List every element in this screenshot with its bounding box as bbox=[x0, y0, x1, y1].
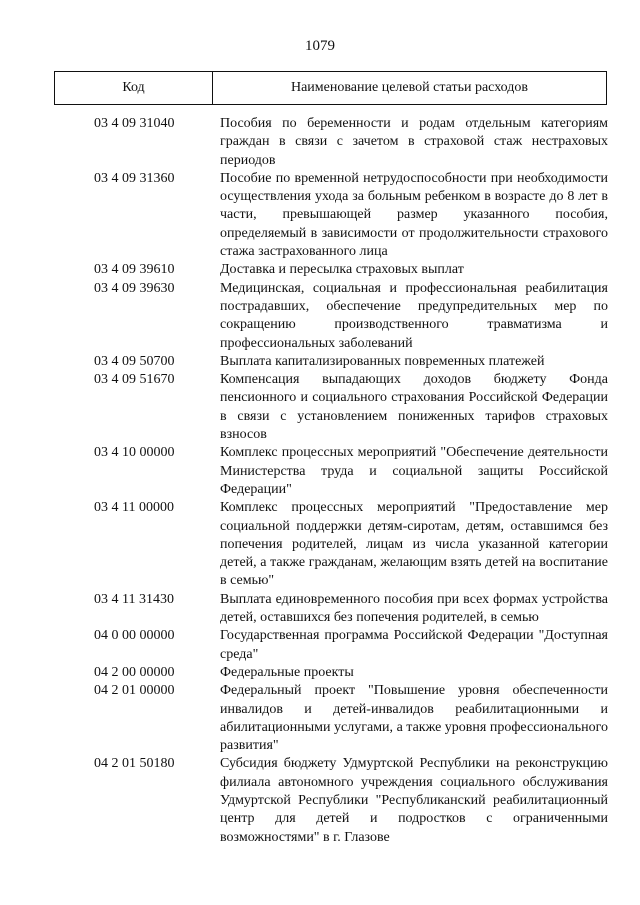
row-description: Выплата единовременного пособия при всех формах устройства детей, оставшихся без попечения родителей, в семью bbox=[220, 591, 608, 626]
table-row bbox=[0, 371, 640, 444]
row-description: Федеральный проект "Повышение уровня обеспеченности инвалидов и детей-инвалидов реабилитационными и абилитационными услугами, а также уровня профессионального развития" bbox=[220, 683, 608, 754]
table-row bbox=[0, 755, 640, 846]
row-code: 03 4 09 50700 bbox=[94, 353, 175, 369]
row-description: Пособия по беременности и родам отдельным категориям граждан в связи с зачетом в страховой стаж нестраховых периодов bbox=[220, 116, 608, 168]
table-row bbox=[0, 682, 640, 755]
table-row bbox=[0, 261, 640, 279]
table-row bbox=[0, 353, 640, 371]
row-code: 03 4 09 31360 bbox=[94, 170, 175, 186]
column-header-name: Наименование целевой статьи расходов bbox=[290, 80, 529, 95]
table-row bbox=[0, 280, 640, 353]
table-row bbox=[0, 627, 640, 664]
table-row bbox=[0, 444, 640, 499]
row-description: Доставка и пересылка страховых выплат bbox=[220, 262, 464, 278]
row-description: Комплекс процессных мероприятий "Обеспечение деятельности Министерства труда и социальной защиты Российской Федерации" bbox=[220, 445, 608, 497]
row-description: Пособие по временной нетрудоспособности при необходимости осуществления ухода за больным ребенком в возрасте до 8 лет в части, превышающей размер указанного пособия, определяемый в зависимости от продолжительности страхового стажа застрахованного лица bbox=[220, 170, 608, 260]
row-description: Выплата капитализированных повременных платежей bbox=[220, 353, 545, 369]
row-description: Компенсация выпадающих доходов бюджету Фонда пенсионного и социального страхования Российской Федерации в связи с установлением пониженных тарифов страховых взносов bbox=[220, 372, 608, 443]
row-code: 03 4 09 31040 bbox=[94, 116, 175, 131]
table-row bbox=[0, 170, 640, 261]
row-description: Государственная программа Российской Федерации "Доступная среда" bbox=[220, 628, 608, 662]
row-code: 03 4 10 00000 bbox=[94, 445, 175, 461]
row-code: 04 0 00 00000 bbox=[94, 628, 175, 644]
row-description: Субсидия бюджету Удмуртской Республики на реконструкцию филиала автономного учреждения социального обслуживания Удмуртской Республики "Республиканский реабилитационный центр для детей и подростков с ограниченными возможностями" в г. Глазове bbox=[220, 756, 608, 845]
table-row bbox=[0, 664, 640, 682]
row-code: 03 4 09 51670 bbox=[94, 372, 175, 388]
table-header bbox=[54, 71, 607, 105]
row-description: Комплекс процессных мероприятий "Предоставление мер социальной поддержки детям-сиротам, детям, оставшимся без попечения родителей, лицам из числа указанной категории детей, а также гражданам, желающим взять детей на воспитание в семью" bbox=[220, 500, 608, 589]
expense-items-list bbox=[0, 115, 640, 847]
table-row bbox=[0, 115, 640, 170]
row-code: 03 4 11 00000 bbox=[94, 500, 174, 516]
row-description: Медицинская, социальная и профессиональная реабилитация пострадавших, обеспечение предупредительных мер по сокращению производственного травматизма и профессиональных заболеваний bbox=[220, 280, 608, 351]
page-number: 1079 bbox=[305, 38, 335, 54]
row-code: 04 2 01 00000 bbox=[94, 683, 175, 699]
row-description: Федеральные проекты bbox=[220, 664, 354, 680]
table-row bbox=[0, 591, 640, 628]
table-row bbox=[0, 499, 640, 590]
row-code: 03 4 09 39610 bbox=[94, 262, 175, 278]
row-code: 03 4 11 31430 bbox=[94, 591, 174, 607]
row-code: 04 2 01 50180 bbox=[94, 756, 175, 772]
row-code: 04 2 00 00000 bbox=[94, 664, 175, 680]
row-code: 03 4 09 39630 bbox=[94, 280, 175, 296]
column-header-code: Код bbox=[55, 72, 213, 104]
